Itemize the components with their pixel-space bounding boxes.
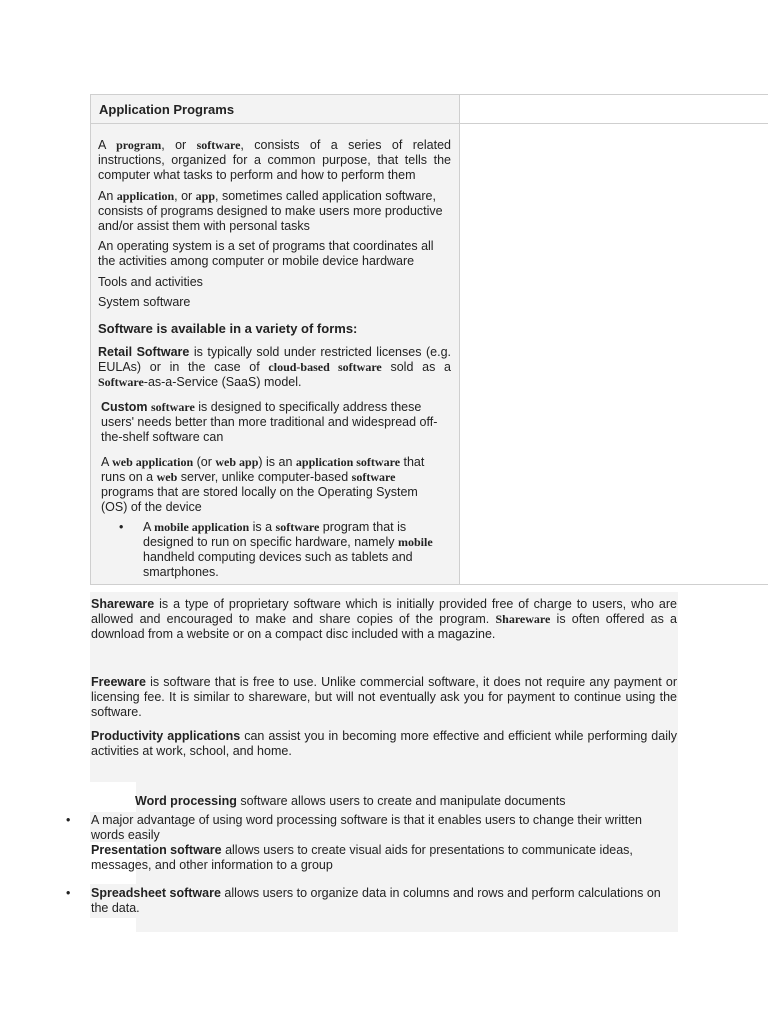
term-productivity-applications: Productivity applications <box>91 729 241 743</box>
text: is typically sold under restricted licenses (e.g. EULAs) or in the case of <box>98 345 451 374</box>
paragraph-custom-software <box>98 400 446 445</box>
bullet-icon: • <box>119 520 124 534</box>
term-software: software <box>196 138 241 152</box>
paragraph-presentation <box>91 843 677 873</box>
term-web-application: web application <box>112 455 194 469</box>
text: , or <box>161 138 197 152</box>
text: -as-a-Service (SaaS) model. <box>143 375 302 389</box>
term-software: software <box>351 470 396 484</box>
list-item-mobile-application <box>113 520 433 580</box>
text: programs that are stored locally on the Operating System (OS) of the device <box>101 485 418 514</box>
term-shareware: Shareware <box>495 612 551 626</box>
term-mobile-application: mobile application <box>154 520 250 534</box>
text: is designed to specifically address these users' needs better than more traditional and widespread off-the-shelf software can <box>101 400 438 444</box>
text: (or <box>193 455 216 469</box>
text: that runs on a <box>101 455 425 484</box>
text: program that is designed to run on specific hardware, namely <box>143 520 407 549</box>
bullet-icon: • <box>66 813 71 827</box>
text: allows users to create visual aids for presentations to communicate ideas, messages, and other information to a group <box>91 843 633 872</box>
text: A <box>98 138 117 152</box>
text: can assist you in becoming more effective and efficient while performing daily activities at work, school, and home. <box>91 729 677 758</box>
paragraph-system-software: System software <box>98 295 191 309</box>
table-title: Application Programs <box>99 102 235 117</box>
term-mobile: mobile <box>398 535 433 549</box>
term-spreadsheet-software: Spreadsheet software <box>91 886 221 900</box>
term-retail-software: Retail Software <box>98 345 190 359</box>
text: A <box>101 455 113 469</box>
text: handheld computing devices such as tablets and smartphones. <box>143 550 413 579</box>
paragraph-advantage: A major advantage of using word processing software is that it enables users to change their written words easily <box>91 813 642 842</box>
application-programs-table <box>90 94 768 585</box>
paragraph-tools: Tools and activities <box>98 275 203 289</box>
term-application-software: application software <box>295 455 401 469</box>
paragraph-shareware <box>91 597 677 642</box>
text: is often offered as a download from a website or on a compact disc included with a magazine. <box>91 612 677 641</box>
text: is a <box>249 520 276 534</box>
term-freeware: Freeware <box>91 675 146 689</box>
text: allows users to organize data in columns and rows and perform calculations on the data. <box>91 886 661 915</box>
bullet-icon: • <box>66 886 71 900</box>
term-web: web <box>156 470 178 484</box>
text: , sometimes called application software, consists of programs designed to make users more productive and/or assist them with personal tasks <box>98 189 443 233</box>
term-software: software <box>151 400 195 414</box>
text: , or <box>174 189 196 203</box>
text: ) is an <box>258 455 296 469</box>
term-web-app: web app <box>215 455 259 469</box>
term-shareware: Shareware <box>91 597 155 611</box>
paragraph-productivity <box>91 729 677 759</box>
text: software allows users to create and manipulate documents <box>236 794 566 808</box>
term-custom: Custom <box>101 400 148 414</box>
paragraph-retail-software <box>98 345 451 390</box>
forms-heading: Software is available in a variety of forms: <box>98 321 358 336</box>
paragraph-freeware <box>91 675 677 720</box>
mobile-app-list <box>113 520 433 580</box>
text: is software that is free to use. Unlike commercial software, it does not require any payment or licensing fee. It is similar to shareware, but will not eventually ask you for payment to continue using the software. <box>91 675 677 719</box>
text: An <box>98 189 117 203</box>
term-presentation-software: Presentation software <box>91 843 222 857</box>
text: , consists of a series of related instructions, organized for a common purpose, that tells the computer what tasks to perform and how to perform them <box>98 138 451 182</box>
text: server, unlike computer-based <box>177 470 352 484</box>
term-cloud-based-software: cloud-based software <box>268 360 382 374</box>
paragraph-spreadsheet <box>91 886 677 916</box>
paragraph-application <box>98 189 451 234</box>
paragraph-operating-system: An operating system is a set of programs that coordinates all the activities among computer or mobile device hardware <box>98 239 434 268</box>
paragraph-web-application <box>98 455 446 515</box>
term-app: app <box>195 189 216 203</box>
term-word-processing: Word processing <box>135 794 237 808</box>
text: is a type of proprietary software which is initially provided free of charge to users, who are allowed and encouraged to make and share copies of the program. <box>91 597 677 626</box>
text: A <box>143 520 155 534</box>
table-header-row <box>91 95 768 124</box>
term-software: software <box>275 520 320 534</box>
text: sold as a <box>381 360 451 374</box>
term-application: application <box>116 189 175 203</box>
paragraph-word-processing <box>135 794 675 809</box>
term-software: Software <box>98 375 144 389</box>
term-program: program <box>116 138 162 152</box>
paragraph-program <box>98 138 451 183</box>
